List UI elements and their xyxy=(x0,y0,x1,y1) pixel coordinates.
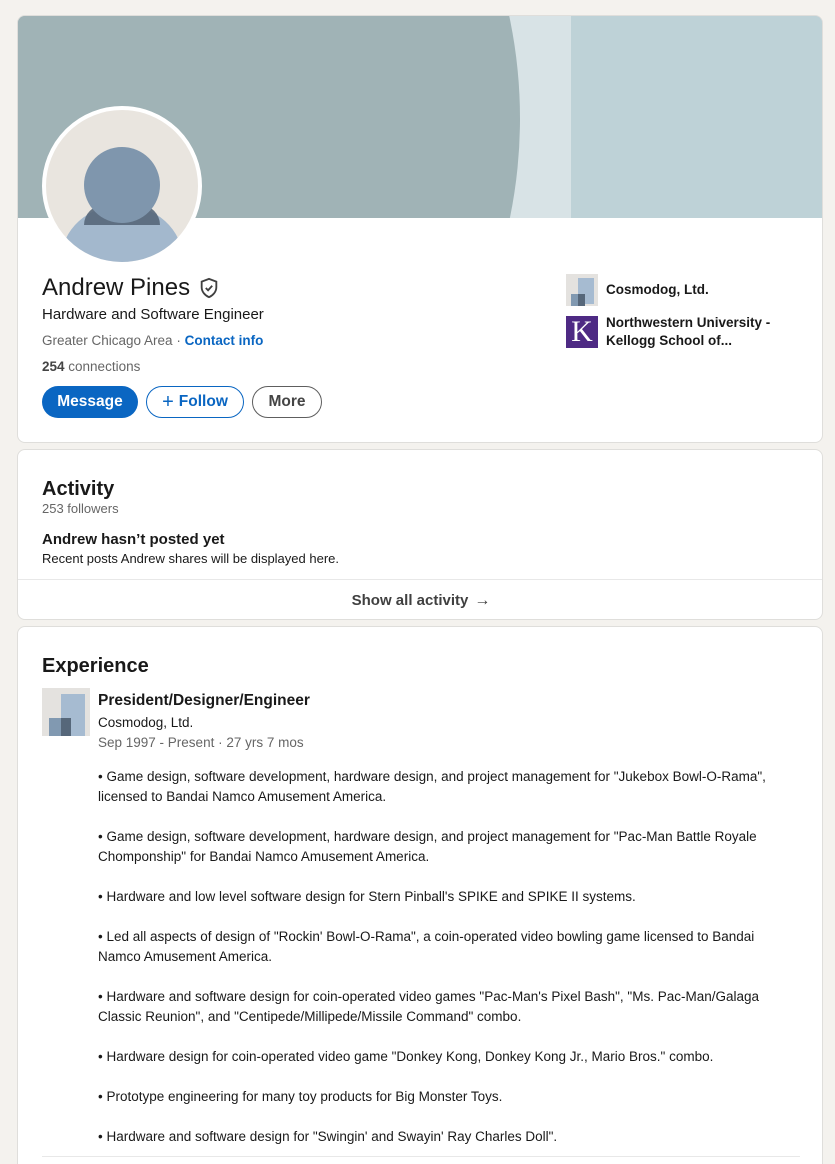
experience-title: Experience xyxy=(42,655,149,677)
cosmodog-logo-icon[interactable] xyxy=(42,688,90,736)
no-posts-title: Andrew hasn’t posted yet xyxy=(42,531,225,548)
connections-label: connections xyxy=(64,359,141,374)
show-all-label: Show all activity xyxy=(351,592,469,609)
connections-count: 254 xyxy=(42,359,65,374)
show-all-activity-button[interactable] xyxy=(18,579,823,620)
description-bullet: • Hardware and software design for coin-operated video games "Pac-Man's Pixel Bash", "Ms. Pac-Man/Galaga Classic Reunion", and "Centipede/Millipede/Missile Command" combo. xyxy=(98,989,759,1024)
description-bullet: • Prototype engineering for many toy products for Big Monster Toys. xyxy=(98,1089,503,1104)
experience-divider xyxy=(42,1156,800,1157)
verified-shield-icon[interactable] xyxy=(198,277,220,299)
more-button[interactable]: More xyxy=(252,386,322,418)
cosmodog-logo-icon xyxy=(566,274,598,306)
kellogg-logo-icon: K xyxy=(566,316,598,348)
activity-card xyxy=(17,449,823,620)
profile-card xyxy=(17,15,823,443)
followers-count: 253 followers xyxy=(42,501,119,516)
experience-description xyxy=(98,767,798,1164)
description-bullet: • Game design, software development, hardware design, and project management for "Jukebox Bowl-O-Rama", licensed to Bandai Namco Amusement America. xyxy=(98,769,766,804)
profile-avatar[interactable] xyxy=(42,106,202,266)
no-posts-subtitle: Recent posts Andrew shares will be displayed here. xyxy=(42,551,339,566)
experience-card xyxy=(17,626,823,1164)
description-bullet: • Game design, software development, hardware design, and project management for "Pac-Man Battle Royale Chomponship" for Bandai Namco Amusement America. xyxy=(98,829,757,864)
follow-label: Follow xyxy=(178,393,228,410)
activity-title: Activity xyxy=(42,478,115,500)
experience-dates: Sep 1997 - Present · 27 yrs 7 mos xyxy=(98,735,304,750)
description-bullet: • Hardware and software design for "Swingin' and Swayin' Ray Charles Doll". xyxy=(98,1129,558,1144)
org-cosmodog[interactable] xyxy=(566,274,786,306)
message-button[interactable]: Message xyxy=(42,386,138,418)
org-name: Northwestern University - Kellogg School of... xyxy=(606,315,771,348)
description-bullet: • Led all aspects of design of "Rockin' Bowl-O-Rama", a coin-operated video bowling game licensed to Bandai Namco Amusement America. xyxy=(98,929,755,964)
profile-name: Andrew Pines xyxy=(42,274,191,301)
experience-role: President/Designer/Engineer xyxy=(98,692,310,709)
contact-info-link[interactable]: Contact info xyxy=(184,333,264,348)
plus-icon: + xyxy=(162,391,174,413)
description-bullet: • Hardware design for coin-operated video game "Donkey Kong, Donkey Kong Jr., Mario Bros." combo. xyxy=(98,1049,714,1064)
connections-link[interactable] xyxy=(42,359,140,374)
description-bullet: • Hardware and low level software design for Stern Pinball's SPIKE and SPIKE II systems. xyxy=(98,889,636,904)
profile-location: Greater Chicago Area xyxy=(42,333,173,348)
follow-button[interactable] xyxy=(146,386,244,418)
location-separator: · xyxy=(172,333,185,348)
org-kellogg[interactable] xyxy=(566,314,786,350)
profile-headline: Hardware and Software Engineer xyxy=(42,306,264,323)
arrow-right-icon: → xyxy=(474,591,491,609)
experience-company: Cosmodog, Ltd. xyxy=(98,715,194,730)
org-name: Cosmodog, Ltd. xyxy=(606,282,709,297)
